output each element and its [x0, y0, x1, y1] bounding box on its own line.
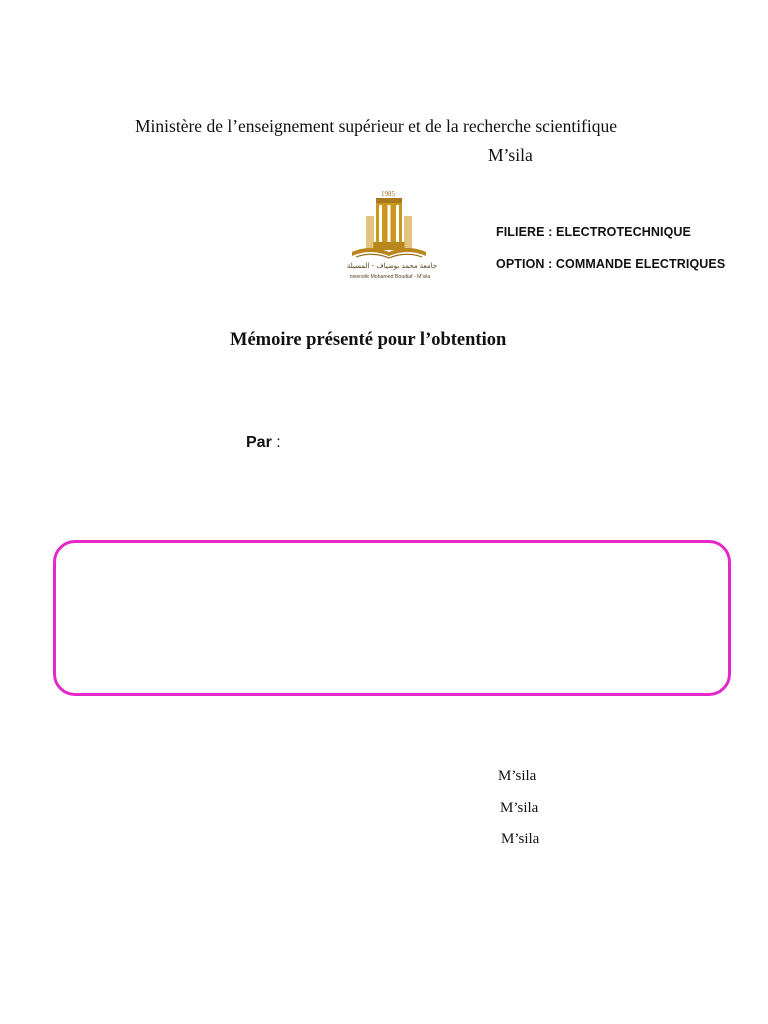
- title-frame: [53, 540, 731, 696]
- university-logo-graphic: [340, 186, 446, 282]
- memoire-title: Mémoire présenté pour l’obtention: [230, 330, 507, 350]
- city-line-3: M’sila: [501, 831, 540, 847]
- filiere-label: FILIERE : ELECTROTECHNIQUE: [496, 225, 691, 239]
- author-line: [246, 434, 281, 452]
- logo-year: 1985: [381, 190, 395, 198]
- option-label: OPTION : COMMANDE ELECTRIQUES: [496, 257, 726, 271]
- city-line-1: M’sila: [498, 768, 537, 784]
- city-line-2: M’sila: [500, 800, 539, 816]
- ministry-heading: Ministère de l’enseignement supérieur et de la recherche scientifique: [135, 116, 618, 136]
- city-heading: M’sila: [488, 145, 533, 165]
- university-logo: [340, 186, 446, 282]
- author-label: Par: [246, 434, 272, 451]
- logo-latin-name: niversité Mohamed Boudiaf - M'sila: [349, 274, 431, 280]
- logo-arabic-name: جامعة محمد بوضياف - المسيلة: [346, 262, 438, 270]
- author-separator: :: [271, 434, 281, 451]
